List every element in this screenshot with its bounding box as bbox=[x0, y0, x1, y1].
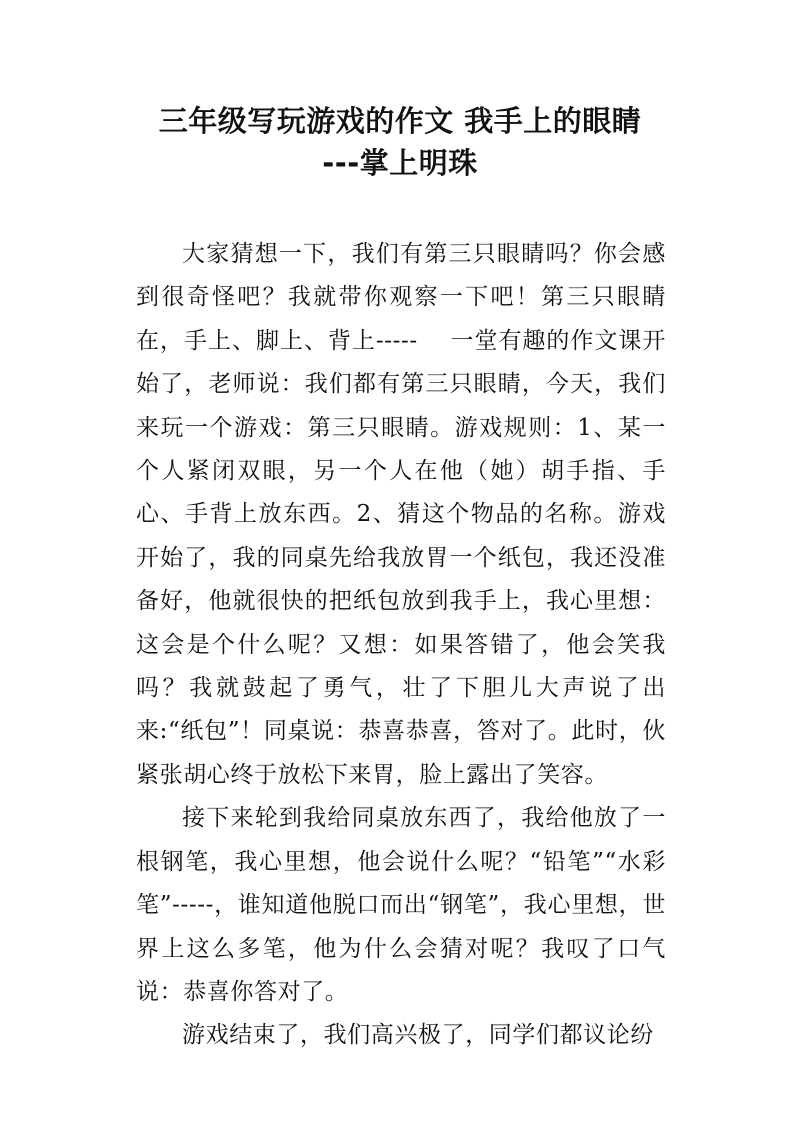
paragraph-1: 大家猜想一下，我们有第三只眼睛吗？你会感到很奇怪吧？我就带你观察一下吧！第三只眼睛在，手上、脚上、背上----- 一堂有趣的作文课开始了，老师说：我们都有第三只眼睛，今天，我们来玩一个游戏：第三只眼睛。游戏规则：1、某一个人紧闭双眼，另一个人在他（她）胡手指、手心、手背上放东西。2、猜这个物品的名称。游戏开始了，我的同桌先给我放胃一个纸包，我还没准备好，他就很快的把纸包放到我手上，我心里想：这会是个什么呢？又想：如果答错了，他会笑我吗？我就鼓起了勇气，壮了下胆儿大声说了出来:“纸包”！同桌说：恭喜恭喜，答对了。此时，伙紧张胡心终于放松下来胃，脸上露出了笑容。 bbox=[136, 241, 666, 788]
document-title bbox=[100, 100, 700, 184]
document-body bbox=[136, 233, 666, 1058]
paragraph-3: 游戏结束了，我们高兴极了，同学们都议论纷 bbox=[182, 1022, 654, 1049]
paragraph-2: 接下来轮到我给同桌放东西了，我给他放了一根钢笔，我心里想，他会说什么呢？“铅笔”“水彩笔”-----，谁知道他脱口而出“钢笔”，我心里想，世界上这么多笔，他为什么会猜对呢？我叹了口气说：恭喜你答对了。 bbox=[136, 805, 666, 1005]
title-line-2: ---掌上明珠 bbox=[322, 146, 478, 180]
title-line-1: 三年级写玩游戏的作文 我手上的眼睛 bbox=[158, 104, 642, 138]
